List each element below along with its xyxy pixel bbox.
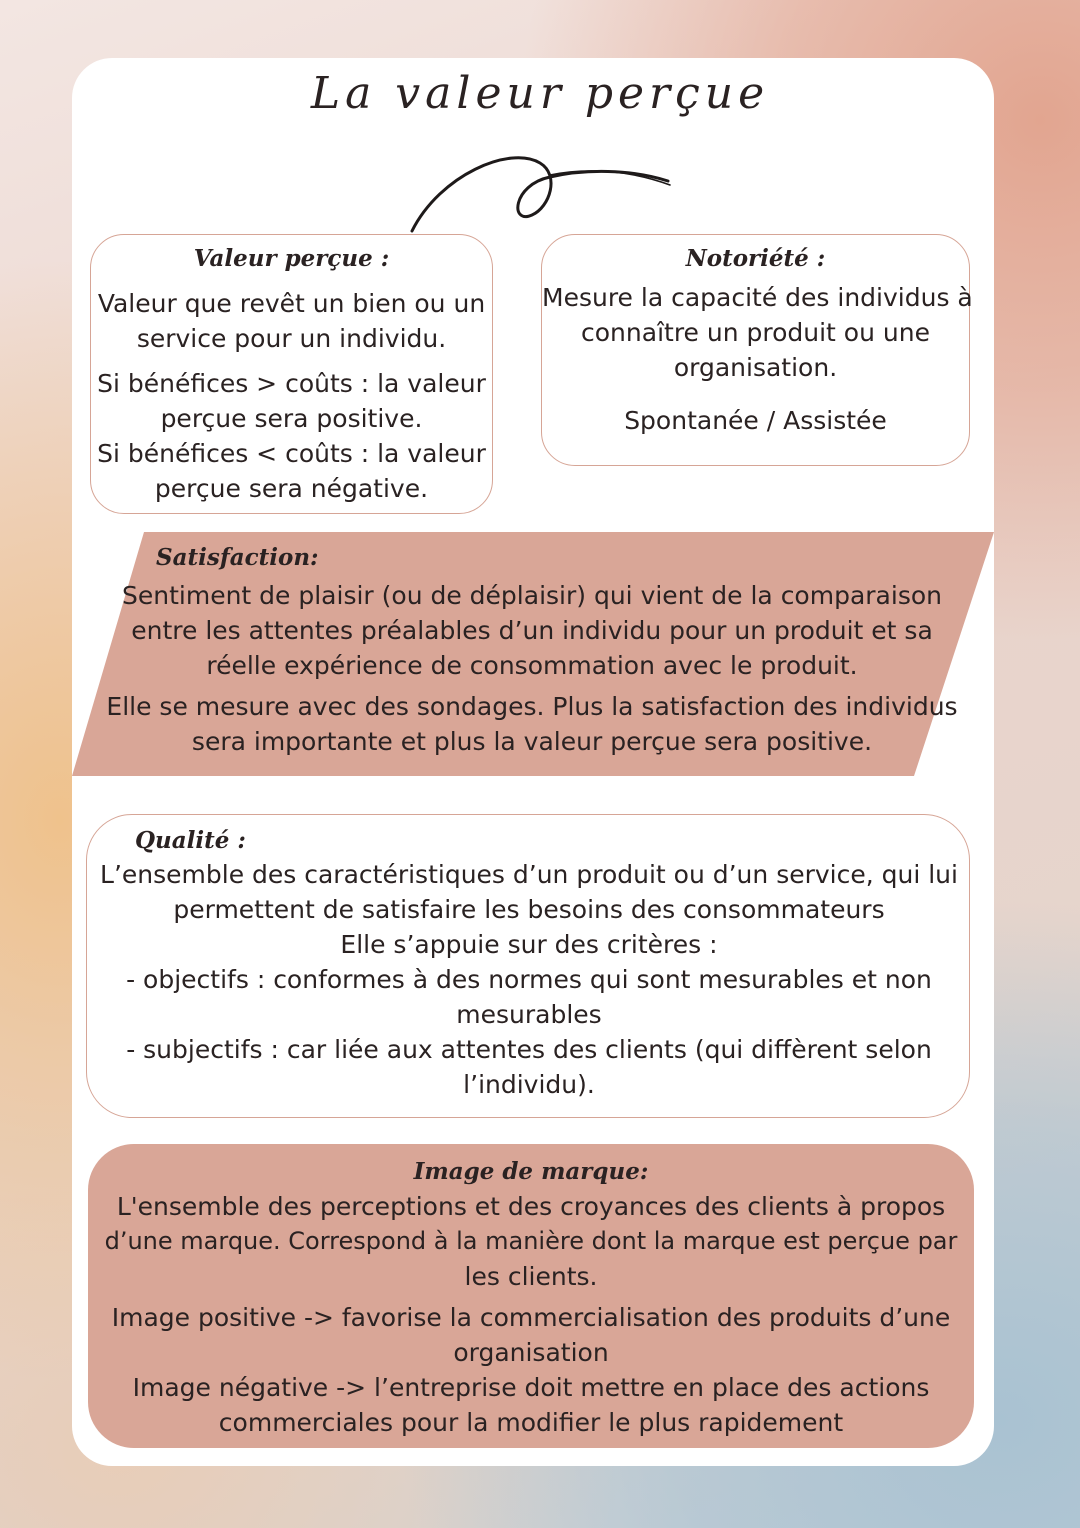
satisfaction-line: sera importante et plus la valeur perçue sera positive. xyxy=(191,727,873,756)
image-de-marque-line: Image négative -> l’entreprise doit mettre en place des actions xyxy=(132,1373,930,1402)
qualite-box xyxy=(86,814,970,1118)
notoriete-definition xyxy=(542,280,973,385)
image-de-marque-box xyxy=(88,1144,974,1448)
qualite-heading: Qualité : xyxy=(135,827,246,854)
valeur-percue-box xyxy=(90,234,493,514)
qualite-line: l’individu). xyxy=(463,1070,595,1099)
valeur-percue-line: Si bénéfices > coûts : la valeur xyxy=(97,369,486,398)
notoriete-line: connaître un produit ou une xyxy=(581,318,930,347)
image-de-marque-line: Image positive -> favorise la commercialisation des produits d’une xyxy=(111,1303,951,1332)
satisfaction-line: Sentiment de plaisir (ou de déplaisir) qui vient de la comparaison xyxy=(122,581,942,610)
image-de-marque-line: d’une marque. Correspond à la manière dont la marque est perçue par xyxy=(104,1227,958,1255)
valeur-percue-line: perçue sera positive. xyxy=(160,404,423,433)
notoriete-line: Spontanée / Assistée xyxy=(624,406,887,435)
image-de-marque-effects xyxy=(88,1300,974,1440)
image-de-marque-line: L'ensemble des perceptions et des croyances des clients à propos xyxy=(116,1192,946,1221)
valeur-percue-line: Valeur que revêt un bien ou un xyxy=(97,289,486,318)
notoriete-line: Mesure la capacité des individus à xyxy=(542,283,973,312)
qualite-line: - objectifs : conformes à des normes qui sont mesurables et non xyxy=(126,965,932,994)
notoriete-heading: Notoriété : xyxy=(685,245,826,272)
image-de-marque-line: les clients. xyxy=(464,1262,598,1291)
notoriete-types xyxy=(542,403,969,438)
qualite-line: permettent de satisfaire les besoins des consommateurs xyxy=(173,895,885,924)
satisfaction-line: réelle expérience de consommation avec le produit. xyxy=(206,651,858,680)
notoriete-line: organisation. xyxy=(673,353,838,382)
image-de-marque-definition xyxy=(88,1189,974,1294)
valeur-percue-rules xyxy=(91,366,492,506)
qualite-line: Elle s’appuie sur des critères : xyxy=(340,930,718,959)
satisfaction-text xyxy=(92,578,972,759)
qualite-line: L’ensemble des caractéristiques d’un produit ou d’un service, qui lui xyxy=(100,860,958,889)
qualite-text xyxy=(87,857,971,1102)
satisfaction-box xyxy=(72,532,994,776)
qualite-line: mesurables xyxy=(456,1000,602,1029)
valeur-percue-line: perçue sera négative. xyxy=(154,474,429,503)
image-de-marque-heading: Image de marque: xyxy=(413,1158,649,1185)
valeur-percue-line: Si bénéfices < coûts : la valeur xyxy=(97,439,486,468)
notoriete-box xyxy=(541,234,973,466)
satisfaction-line: entre les attentes préalables d’un individu pour un produit et sa xyxy=(131,616,933,645)
valeur-percue-heading: Valeur perçue : xyxy=(193,245,390,272)
satisfaction-heading: Satisfaction: xyxy=(156,544,319,571)
decorative-swirl xyxy=(400,145,680,235)
satisfaction-line: Elle se mesure avec des sondages. Plus la satisfaction des individus xyxy=(106,692,958,721)
valeur-percue-line: service pour un individu. xyxy=(136,324,447,353)
valeur-percue-definition xyxy=(91,286,492,356)
image-de-marque-line: organisation xyxy=(453,1338,609,1367)
qualite-line: - subjectifs : car liée aux attentes des clients (qui diffèrent selon xyxy=(126,1035,932,1064)
image-de-marque-line: commerciales pour la modifier le plus rapidement xyxy=(218,1408,844,1437)
page-title: La valeur perçue xyxy=(310,68,770,119)
